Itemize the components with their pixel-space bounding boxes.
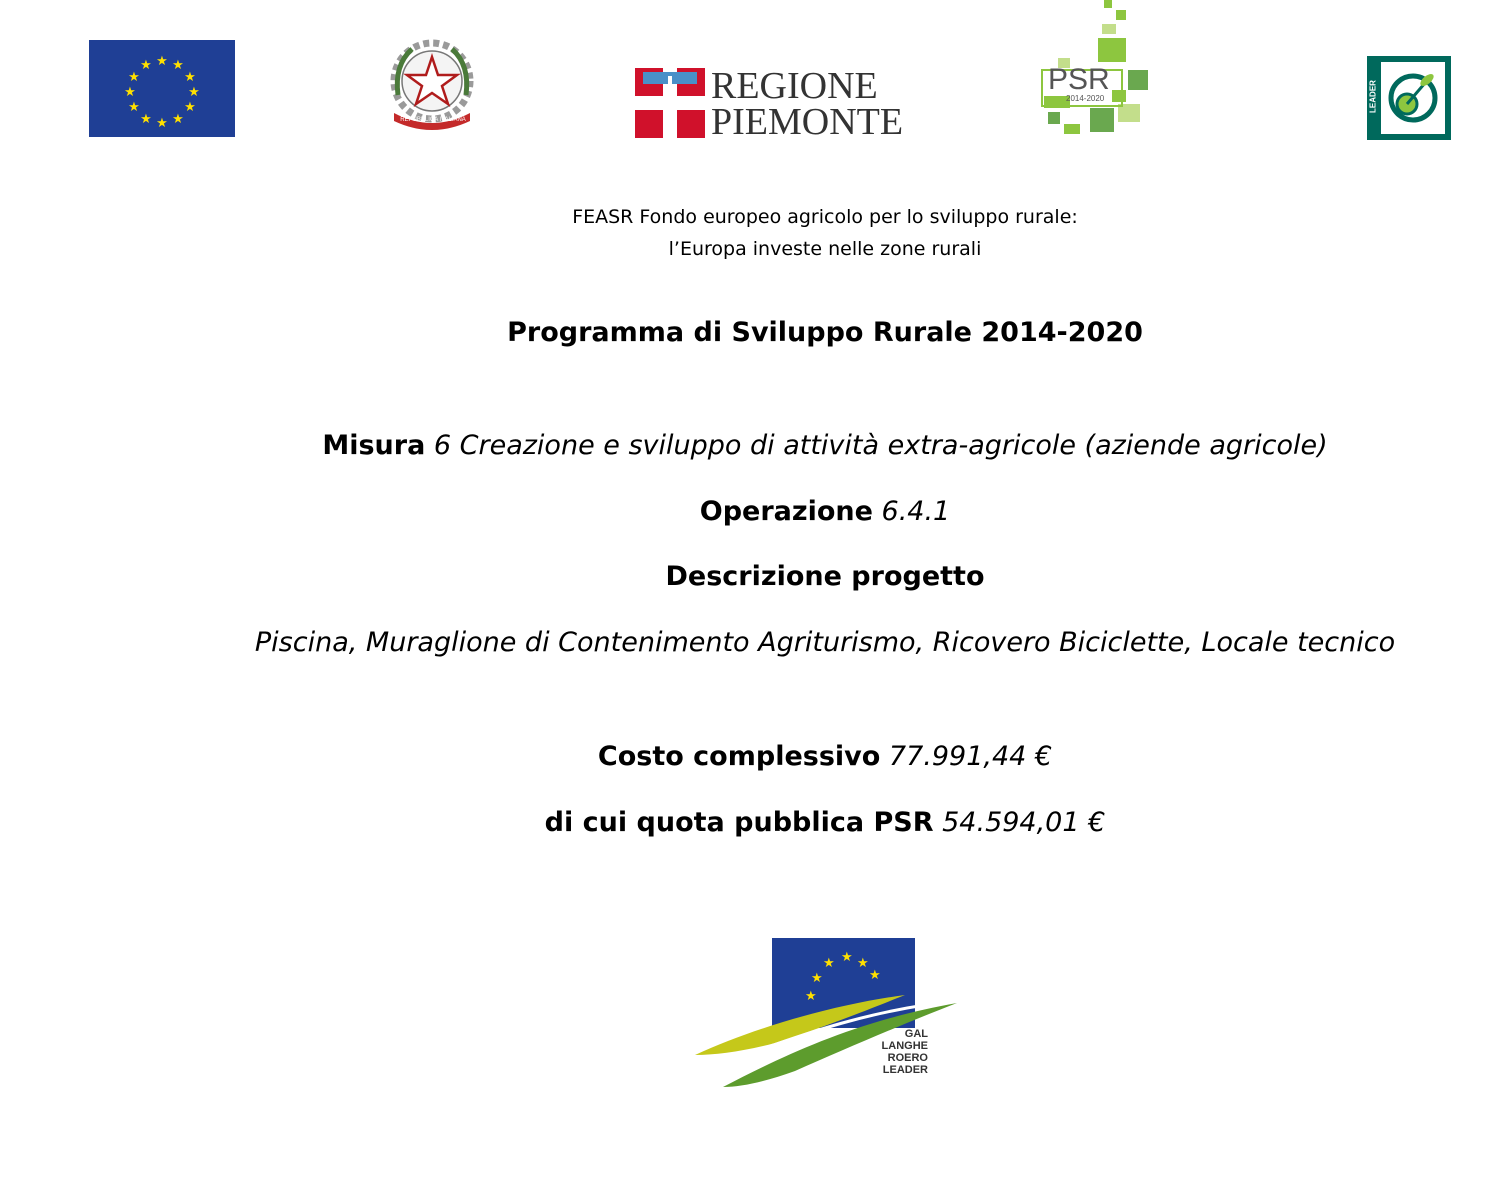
eu-flag-logo [89,40,235,137]
intro-line1: FEASR Fondo europeo agricolo per lo sviluppo rurale: [572,206,1078,228]
svg-text:★: ★ [188,85,200,100]
svg-text:★: ★ [823,956,835,971]
svg-text:★: ★ [869,968,881,983]
svg-text:★: ★ [124,85,136,100]
svg-text:★: ★ [841,950,853,965]
svg-text:★: ★ [156,116,168,131]
regione-piemonte-logo [635,65,904,143]
quota-line [75,807,1500,838]
gal-line3: ROERO [887,1052,928,1064]
psr-logo [1040,0,1160,142]
intro-line2: l’Europa investe nelle zone rurali [668,238,982,260]
svg-text:★: ★ [811,971,823,986]
gal-line1: GAL [904,1028,928,1040]
svg-text:★: ★ [140,112,152,127]
descrizione-value [75,627,1500,658]
svg-text:★: ★ [128,100,140,115]
descrizione-text: Piscina, Muraglione di Contenimento Agriturismo, Ricovero Biciclette, Locale tecnico [254,627,1396,658]
svg-text:★: ★ [140,58,152,73]
misura-line [75,430,1500,461]
gal-line4: LEADER [882,1064,928,1076]
gal-line2: LANGHE [881,1040,928,1052]
descrizione-label: Descrizione progetto [665,561,985,592]
svg-text:★: ★ [805,989,817,1004]
repubblica-ribbon-text: REPUBBLICA ITALIANA [400,117,466,123]
operazione-line [75,496,1500,527]
misura-value: 6 Creazione e sviluppo di attività extra-agricole (aziende agricole) [433,430,1328,461]
svg-text:★: ★ [172,58,184,73]
svg-text:★: ★ [184,100,196,115]
svg-text:★: ★ [128,70,140,85]
costo-line [75,741,1500,772]
costo-value: 77.991,44 € [888,741,1053,772]
svg-text:★: ★ [857,956,869,971]
misura-label: Misura [322,430,426,461]
operazione-label: Operazione [699,496,873,527]
gal-langhe-roero-logo [695,937,960,1092]
svg-text:★: ★ [172,112,184,127]
leader-text: LEADER [1368,80,1378,113]
operazione-value: 6.4.1 [881,496,951,527]
costo-label: Costo complessivo [597,741,881,772]
program-title: Programma di Sviluppo Rurale 2014-2020 [507,317,1143,348]
psr-years: 2014-2020 [1066,94,1105,103]
regione-line1: REGIONE [711,65,878,107]
svg-text:★: ★ [184,70,196,85]
psr-name: PSR [1048,63,1110,96]
quota-value: 54.594,01 € [942,807,1106,838]
regione-line2: PIEMONTE [711,101,904,143]
leader-logo [1367,56,1451,140]
quota-label: di cui quota pubblica PSR [544,807,934,838]
svg-text:★: ★ [156,54,168,69]
